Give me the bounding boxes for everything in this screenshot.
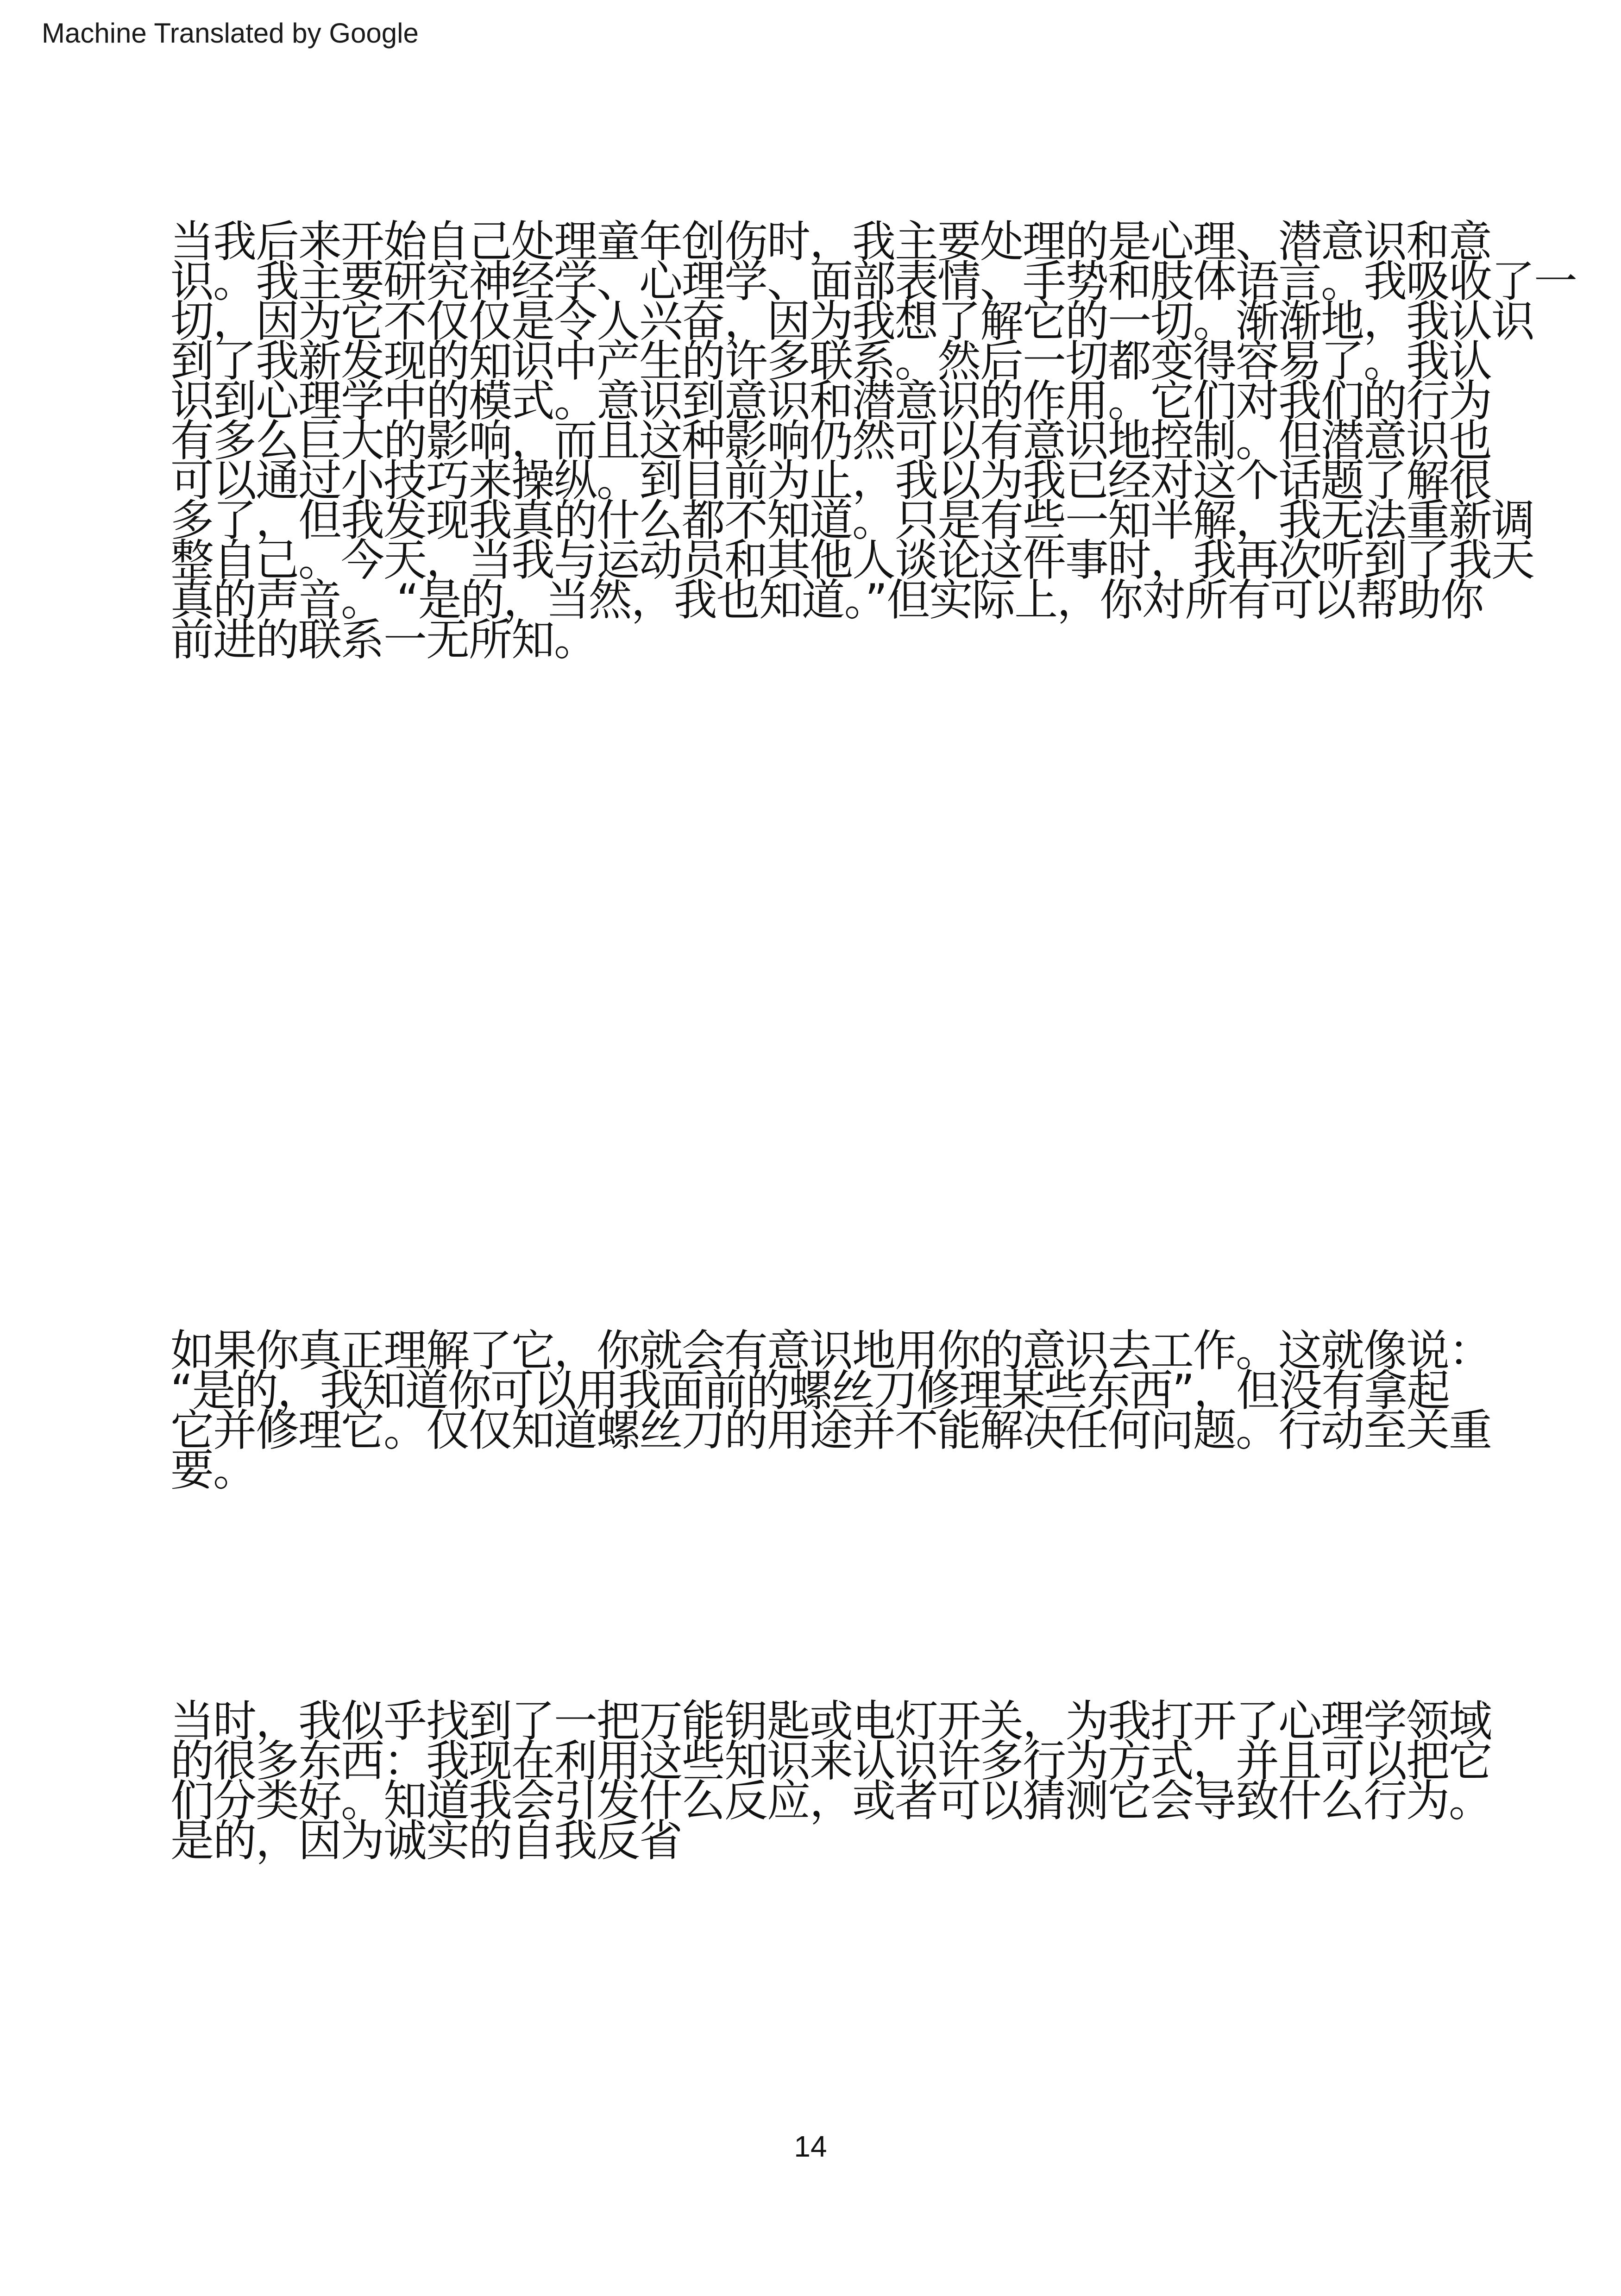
- text-line: 它并修理它。仅仅知道螺丝刀的用途并不能解决任何问题。行动至关重: [170, 1405, 1492, 1456]
- text-line: 是的，因为诚实的自我反省: [170, 1816, 682, 1866]
- text-line: 有多么巨大的影响，而且这种影响仍然可以有意识地控制。但潜意识也: [170, 416, 1492, 466]
- text-line: 可以通过小技巧来操纵。到目前为止，我以为我已经对这个话题了解很: [170, 456, 1492, 506]
- text-line: 整自己。今天，当我与运动员和其他人谈论这件事时，我再次听到了我天: [170, 535, 1534, 586]
- text-line: 到了我新发现的知识中产生的许多联系。然后一切都变得容易了。我认: [170, 336, 1492, 387]
- text-line: 识到心理学中的模式。意识到意识和潜意识的作用。它们对我们的行为: [170, 376, 1492, 427]
- text-line: 当我后来开始自己处理童年创伤时，我主要处理的是心理、潜意识和意: [170, 217, 1492, 267]
- text-line: 当时，我似乎找到了一把万能钥匙或电灯开关，为我打开了心理学领域: [170, 1696, 1492, 1747]
- text-line: 前进的联系一无所知。: [170, 615, 597, 665]
- text-line: 如果你真正理解了它，你就会有意识地用你的意识去工作。这就像说：: [170, 1326, 1492, 1376]
- machine-translation-note: Machine Translated by Google: [42, 18, 419, 49]
- text-line: “是的，我知道你可以用我面前的螺丝刀修理某些东西”，但没有拿起: [170, 1366, 1450, 1416]
- text-line: 真的声音。 “是的，当然，我也知道。”但实际上，你对所有可以帮助你: [170, 575, 1483, 626]
- text-line: 多了，但我发现我真的什么都不知道。只是有些一知半解，我无法重新调: [170, 496, 1534, 546]
- text-line: 识。我主要研究神经学、心理学、面部表情、手势和肢体语言。我吸收了一: [170, 257, 1577, 307]
- text-line: 要。: [170, 1445, 256, 1496]
- paragraph-1: [170, 217, 1577, 665]
- paragraph-2: [170, 1326, 1492, 1496]
- text-line: 切，因为它不仅仅是令人兴奋，因为我想了解它的一切。渐渐地，我认识: [170, 296, 1534, 347]
- text-line: 们分类好。知道我会引发什么反应，或者可以猜测它会导致什么行为。: [170, 1776, 1492, 1826]
- paragraph-3: [170, 1696, 1492, 1866]
- text-line: 的很多东西：我现在利用这些知识来认识许多行为方式，并且可以把它: [170, 1736, 1492, 1787]
- page-number: 14: [794, 2130, 827, 2163]
